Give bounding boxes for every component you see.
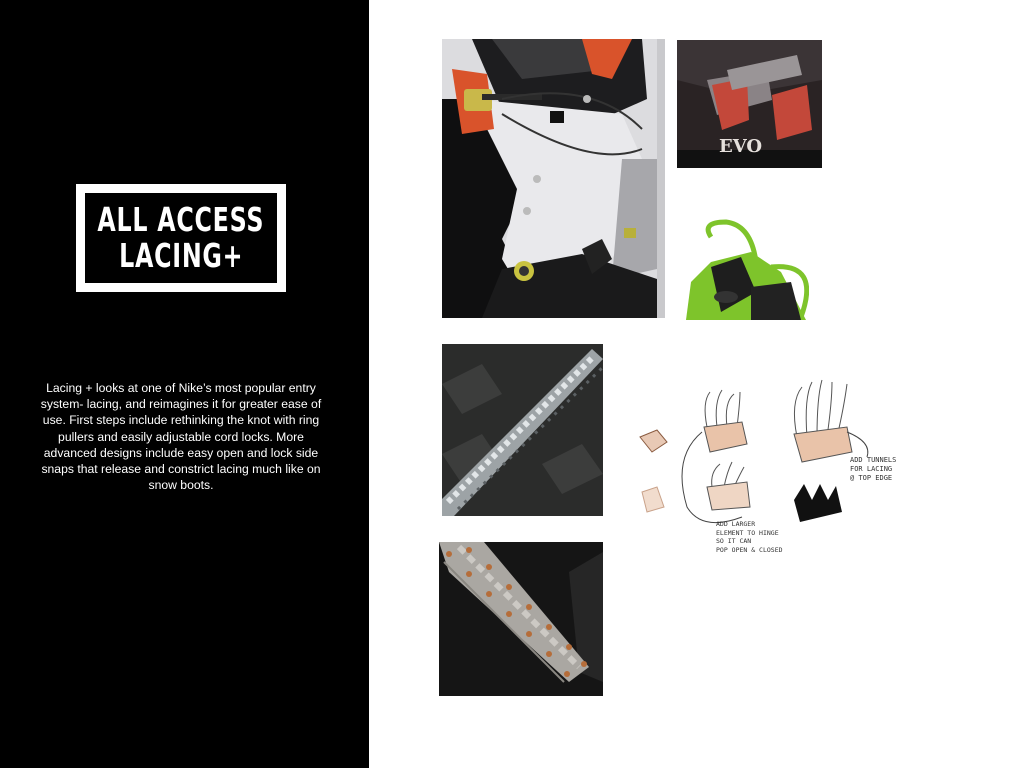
sketch-note-line: POP OPEN & CLOSED: [716, 545, 783, 554]
green-boot-liner-photo: [681, 217, 809, 320]
sketch-note-line: @ TOP EDGE: [850, 474, 893, 482]
sketch-note-line: SO IT CAN: [716, 537, 752, 545]
lacing-concept-sketches: [632, 372, 904, 554]
evo-boot-buckles-photo: [677, 40, 822, 168]
title-line-1: ALL ACCESS: [97, 200, 265, 239]
sketch-note-line: ELEMENT TO HINGE: [716, 528, 779, 537]
sketch-note-line: FOR LACING: [850, 465, 893, 473]
description-text: Lacing + looks at one of Nike’s most popular entry system- lacing, and reimagines it for greater ease of use. First steps include rethinking the knot with ring pullers and easily adjustable cord locks. More advanced designs include easy open and lock side snaps that release and constrict lacing much like on snow boots.: [40, 381, 322, 493]
lacing-hinge-plate-photo: [439, 542, 603, 696]
sketch-note-tunnels: [850, 456, 896, 483]
title-box: [76, 184, 286, 292]
sketch-note-line: ADD LARGER: [716, 520, 756, 528]
left-panel: [0, 0, 369, 768]
title-line-2: LACING+: [118, 236, 244, 275]
title-inner: [85, 193, 277, 283]
boot-brand-label: EVO: [719, 136, 763, 157]
metal-track-closeup-photo: [442, 344, 603, 516]
sketch-note-hinge: [716, 520, 783, 554]
sketch-note-line: ADD TUNNELS: [850, 456, 897, 464]
ski-boot-buckle-photo: [442, 39, 665, 318]
